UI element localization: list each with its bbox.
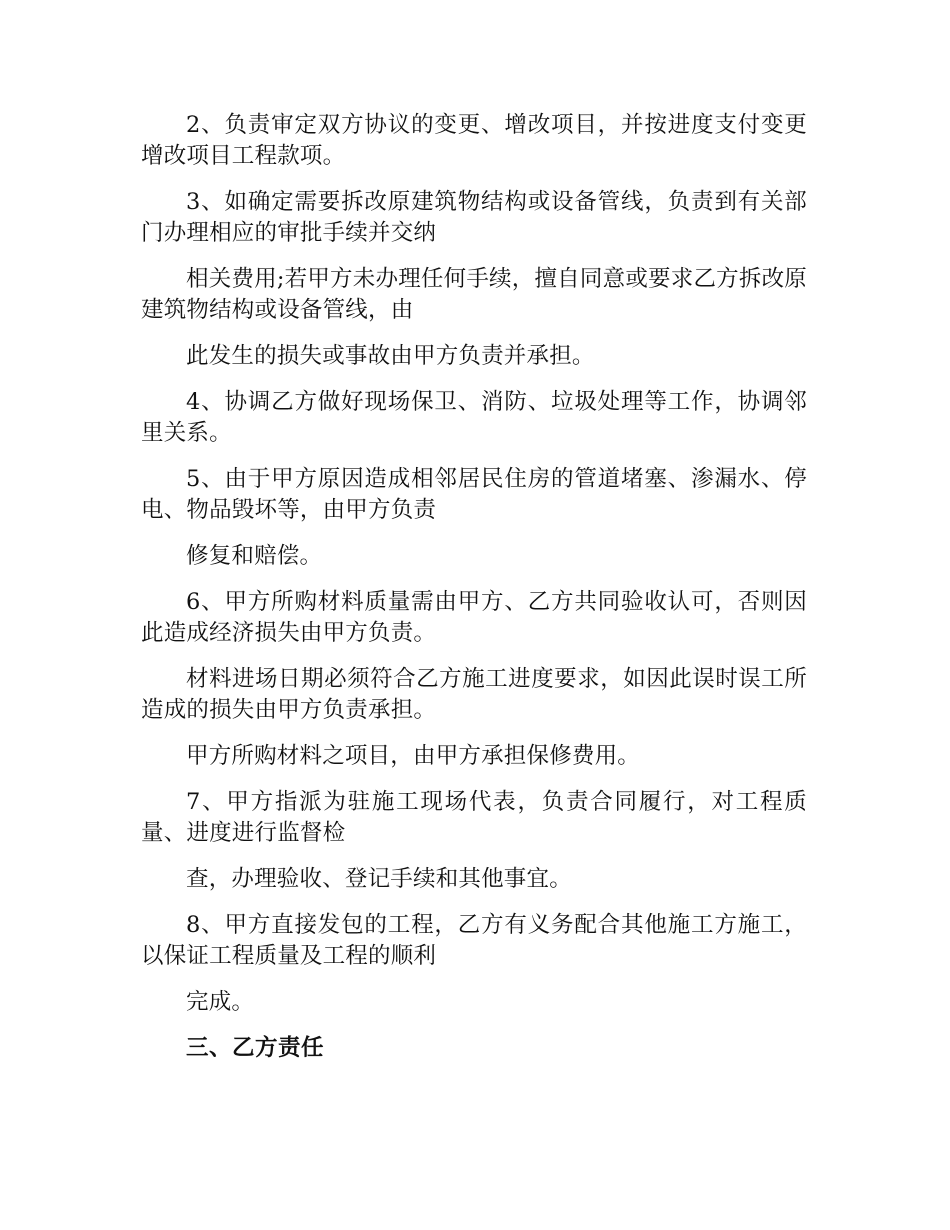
- document-body: [141, 110, 807, 1064]
- paragraph-item-4: 4、协调乙方做好现场保卫、消防、垃圾处理等工作，协调邻里关系。: [141, 389, 807, 446]
- paragraph-item-8-cont: 完成。: [186, 989, 255, 1015]
- paragraph-item-7: 7、甲方指派为驻施工现场代表，负责合同履行，对工程质量、进度进行监督检: [141, 789, 807, 846]
- paragraph-item-6-cont-1: 材料进场日期必须符合乙方施工进度要求，如因此误时误工所造成的损失由甲方负责承担。: [141, 666, 807, 723]
- paragraph-item-3-cont-1: 相关费用;若甲方未办理任何手续，擅自同意或要求乙方拆改原建筑物结构或设备管线，由: [141, 266, 807, 323]
- paragraph-item-6: 6、甲方所购材料质量需由甲方、乙方共同验收认可，否则因此造成经济损失由甲方负责。: [141, 589, 807, 646]
- paragraph-item-2: 2、负责审定双方协议的变更、增改项目，并按进度支付变更增改项目工程款项。: [141, 112, 807, 169]
- paragraph-item-5-cont: 修复和赔偿。: [186, 543, 323, 569]
- paragraph-item-3-cont-2: 此发生的损失或事故由甲方负责并承担。: [186, 343, 595, 369]
- section-heading: 三、乙方责任: [186, 1035, 325, 1061]
- paragraph-item-6-cont-2: 甲方所购材料之项目，由甲方承担保修费用。: [186, 743, 641, 769]
- paragraph-item-8: 8、甲方直接发包的工程，乙方有义务配合其他施工方施工，以保证工程质量及工程的顺利: [141, 912, 807, 969]
- paragraph-item-7-cont: 查，办理验收、登记手续和其他事宜。: [186, 866, 572, 892]
- paragraph-item-3: 3、如确定需要拆改原建筑物结构或设备管线，负责到有关部门办理相应的审批手续并交纳: [141, 189, 807, 246]
- paragraph-item-5: 5、由于甲方原因造成相邻居民住房的管道堵塞、渗漏水、停电、物品毁坏等，由甲方负责: [141, 466, 807, 523]
